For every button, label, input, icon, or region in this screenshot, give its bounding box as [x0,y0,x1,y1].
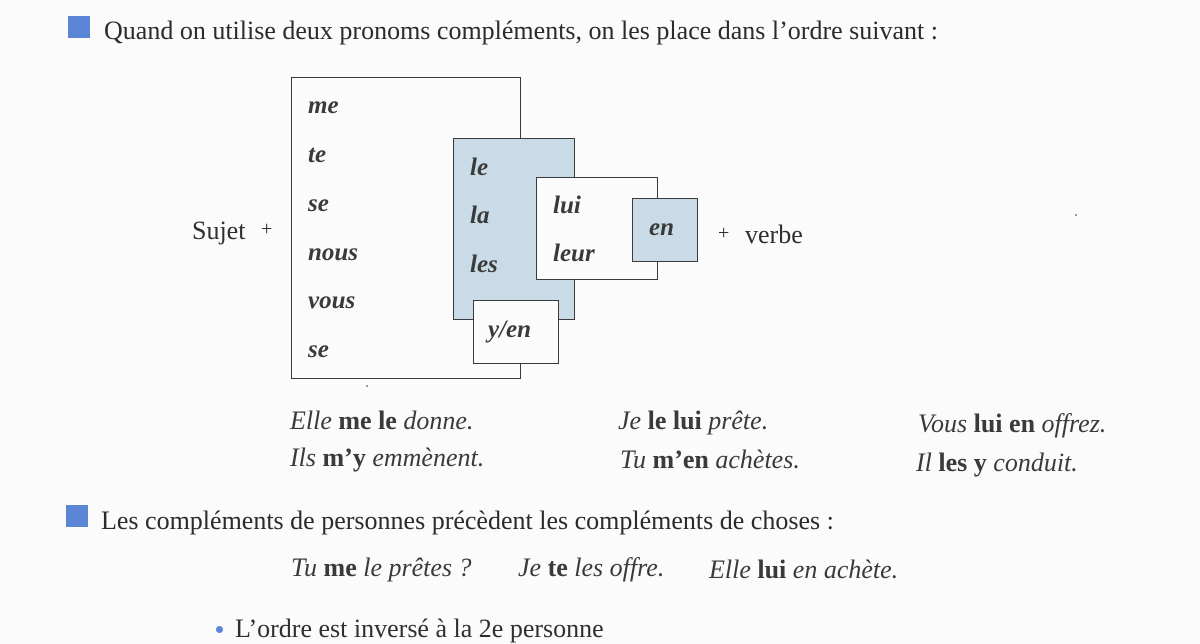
example-text: emmènent. [365,443,485,472]
pronoun-le: le [470,154,489,181]
example-sentence [291,553,472,583]
example-text: achètes. [708,445,800,474]
section-bullet-icon [66,505,88,527]
example-text: conduit. [986,448,1078,477]
example-text: Tu [291,553,324,582]
pronoun-se: se [308,190,329,217]
example-pronouns: me le [338,406,397,435]
section-2-heading: Les compléments de personnes précèdent les compléments de choses : [101,506,834,535]
subject-label: Sujet [192,216,246,245]
example-text: donne. [396,406,474,435]
pronoun-la: la [470,202,490,229]
example-text: offrez. [1035,409,1107,438]
verb-label: verbe [745,220,803,249]
example-pronouns: m’y [322,443,366,472]
plus-sign-1: + [261,218,273,240]
pronoun-y-en: y/en [488,316,532,343]
scan-speck [1075,214,1077,216]
example-text: les offre. [567,553,665,582]
section-1-heading: Quand on utilise deux pronoms compléments, on les place dans l’ordre suivant : [104,16,938,45]
example-text: le prêtes ? [356,553,472,582]
example-sentence [618,406,768,436]
pronoun-se-2: se [308,336,329,363]
pronoun-les: les [470,251,498,278]
example-text: prête. [701,406,769,435]
example-sentence [916,448,1078,478]
pronoun-lui: lui [553,192,581,219]
example-text: Il [916,448,939,477]
scan-speck [366,385,368,387]
example-pronouns: me [323,553,357,582]
example-pronouns: les y [938,448,987,477]
pronoun-te: te [308,141,327,168]
example-text: Je [518,553,548,582]
pronoun-nous: nous [308,239,359,266]
pronoun-leur: leur [553,240,595,267]
example-sentence [290,406,473,436]
example-text: Elle [290,406,339,435]
example-text: Tu [620,445,653,474]
example-sentence [709,555,898,585]
example-text: Elle [709,555,758,584]
example-pronouns: lui en [973,409,1036,438]
example-pronouns: m’en [652,445,709,474]
example-sentence [518,553,664,583]
example-sentence [290,443,484,473]
example-sentence [918,409,1106,439]
example-pronouns: lui [757,555,787,584]
example-sentence [620,445,800,475]
section-bullet-icon [68,16,90,38]
example-text: en achète. [786,555,899,584]
example-text: Vous [918,409,974,438]
example-text: Ils [290,443,323,472]
example-pronouns: le lui [647,406,702,435]
pronoun-en: en [649,214,674,241]
footer-partial-text: L’ordre est inversé à la 2e personne [235,614,604,643]
example-text: Je [618,406,648,435]
example-pronouns: te [547,553,568,582]
plus-sign-2: + [718,222,730,244]
pronoun-vous: vous [308,287,356,314]
pronoun-me: me [308,92,339,119]
